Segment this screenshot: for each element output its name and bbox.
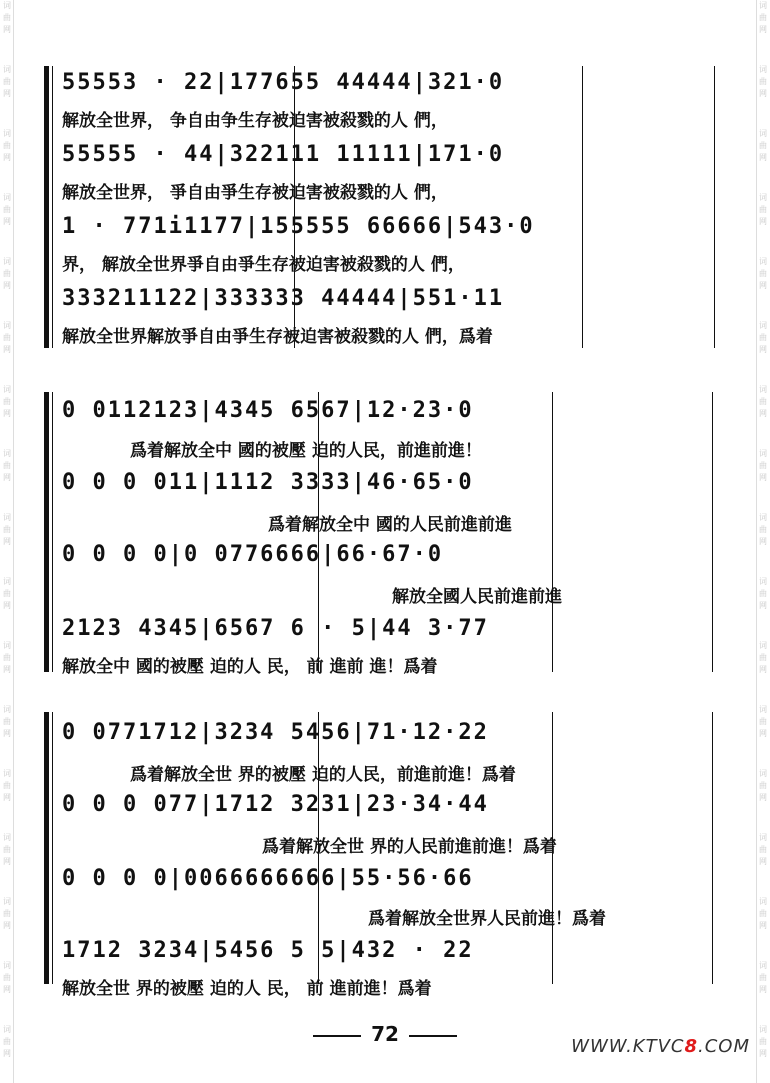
system-brace-thin bbox=[52, 392, 53, 672]
lyric-part-4: 解放全世 界的被壓 迫的人 民， 前 進前進！爲着 bbox=[62, 979, 432, 999]
system-brace-thin bbox=[52, 712, 53, 984]
lyric-part-4: 解放全中 國的被壓 迫的人 民， 前 進前 進！爲着 bbox=[62, 657, 438, 677]
lyric-part-4: 解放全世界解放爭自由爭生存被迫害被殺戮的人 們，爲着 bbox=[62, 327, 493, 347]
notes-part-2: 55555 · 44|322111 11111|171·0 bbox=[62, 142, 505, 167]
system-brace bbox=[44, 392, 49, 672]
notes-part-3: 1 · 771i1177|155555 66666|543·0 bbox=[62, 214, 535, 239]
watermark-text: 词 曲 网 bbox=[3, 769, 11, 802]
notes-part-1: 0 0771712|3234 5456|71·12·22 bbox=[62, 720, 489, 745]
notes-part-4: 333211122|333333 44444|551·11 bbox=[62, 286, 505, 311]
lyric-part-3: 界， 解放全世界爭自由爭生存被迫害被殺戮的人 們， bbox=[62, 255, 465, 275]
watermark-text: 词 曲 网 bbox=[759, 449, 767, 482]
lyric-part-1: 爲着解放全中 國的被壓 迫的人民，前進前進！ bbox=[130, 441, 482, 461]
notes-part-3: 0 0 0 0|0066666666|55·56·66 bbox=[62, 866, 474, 891]
notes-part-3: 0 0 0 0|0 0776666|66·67·0 bbox=[62, 542, 444, 567]
score-system-2 bbox=[0, 386, 770, 686]
watermark-text: 词 曲 网 bbox=[759, 641, 767, 674]
site-watermark bbox=[571, 1036, 750, 1057]
barline bbox=[552, 392, 553, 672]
lyric-part-1: 爲着解放全世 界的被壓 迫的人民，前進前進！爲着 bbox=[130, 765, 516, 785]
watermark-text: 词 曲 网 bbox=[3, 577, 11, 610]
page-number-dash-right bbox=[409, 1035, 457, 1037]
watermark-text: 词 曲 网 bbox=[759, 65, 767, 98]
watermark-text: 词 曲 网 bbox=[759, 833, 767, 866]
watermark-text: 词 曲 网 bbox=[3, 193, 11, 226]
lyric-part-1: 解放全世界， 争自由争生存被迫害被殺戮的人 們， bbox=[62, 111, 448, 131]
site-accent: 8 bbox=[684, 1036, 698, 1057]
notes-part-1: 0 0112123|4345 6567|12·23·0 bbox=[62, 398, 474, 423]
notes-part-4: 2123 4345|6567 6 · 5|44 3·77 bbox=[62, 616, 489, 641]
lyric-part-2: 爲着解放全中 國的人民前進前進 bbox=[268, 515, 512, 535]
watermark-text: 词 曲 网 bbox=[3, 321, 11, 354]
watermark-text: 词 曲 网 bbox=[3, 257, 11, 290]
watermark-text: 词 曲 网 bbox=[759, 769, 767, 802]
barline bbox=[712, 392, 713, 672]
watermark-text: 词 曲 网 bbox=[759, 513, 767, 546]
watermark-text: 词 曲 网 bbox=[3, 833, 11, 866]
notes-part-2: 0 0 0 011|1112 3333|46·65·0 bbox=[62, 470, 474, 495]
watermark-text: 词 曲 网 bbox=[759, 897, 767, 930]
watermark-text: 词 曲 网 bbox=[3, 385, 11, 418]
watermark-text: 词 曲 网 bbox=[759, 705, 767, 738]
site-prefix: WWW.KTVC bbox=[571, 1036, 685, 1057]
watermark-text: 词 曲 网 bbox=[3, 897, 11, 930]
watermark-text: 词 曲 网 bbox=[3, 449, 11, 482]
watermark-text: 词 曲 网 bbox=[759, 577, 767, 610]
system-brace bbox=[44, 712, 49, 984]
lyric-part-2: 解放全世界， 爭自由爭生存被迫害被殺戮的人 們， bbox=[62, 183, 448, 203]
watermark-text: 词 曲 网 bbox=[759, 193, 767, 226]
watermark-text: 词 曲 网 bbox=[3, 641, 11, 674]
watermark-text: 词 曲 网 bbox=[3, 1025, 11, 1058]
watermark-text: 词 曲 网 bbox=[3, 129, 11, 162]
lyric-part-3: 爲着解放全世界人民前進！爲着 bbox=[368, 909, 606, 929]
barline bbox=[712, 712, 713, 984]
notes-part-4: 1712 3234|5456 5 5|432 · 22 bbox=[62, 938, 474, 963]
watermark-text: 词 曲 网 bbox=[3, 705, 11, 738]
watermark-text: 词 曲 网 bbox=[759, 1, 767, 34]
lyric-part-2: 爲着解放全世 界的人民前進前進！爲着 bbox=[262, 837, 557, 857]
barline bbox=[582, 66, 583, 348]
watermark-text: 词 曲 网 bbox=[759, 321, 767, 354]
system-brace bbox=[44, 66, 49, 348]
watermark-text: 词 曲 网 bbox=[759, 1025, 767, 1058]
watermark-text: 词 曲 网 bbox=[759, 961, 767, 994]
watermark-text: 词 曲 网 bbox=[759, 129, 767, 162]
score-system-1 bbox=[0, 56, 770, 356]
system-brace-thin bbox=[52, 66, 53, 348]
barline bbox=[714, 66, 715, 348]
lyric-part-3: 解放全國人民前進前進 bbox=[392, 587, 562, 607]
watermark-text: 词 曲 网 bbox=[3, 65, 11, 98]
page-number-value: 72 bbox=[371, 1022, 399, 1046]
page-number-dash-left bbox=[313, 1035, 361, 1037]
notes-part-1: 55553 · 22|177655 44444|321·0 bbox=[62, 70, 505, 95]
watermark-text: 词 曲 网 bbox=[759, 257, 767, 290]
score-system-3 bbox=[0, 708, 770, 1008]
watermark-text: 词 曲 网 bbox=[3, 961, 11, 994]
notes-part-2: 0 0 0 077|1712 3231|23·34·44 bbox=[62, 792, 489, 817]
watermark-text: 词 曲 网 bbox=[3, 513, 11, 546]
watermark-text: 词 曲 网 bbox=[759, 385, 767, 418]
watermark-text: 词 曲 网 bbox=[3, 1, 11, 34]
site-suffix: .COM bbox=[698, 1036, 750, 1057]
